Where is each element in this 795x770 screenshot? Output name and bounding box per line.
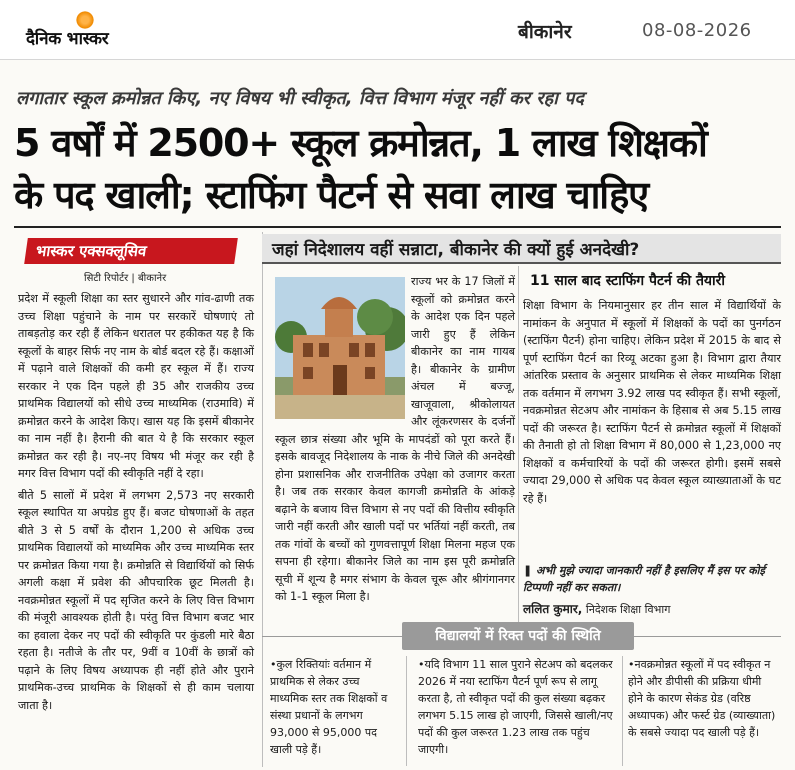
subheadline-bar xyxy=(262,234,781,264)
quote-text: अभी मुझे ज्यादा जानकारी नहीं है इसलिए मैं इस पर कोई टिप्पणी नहीं कर सकता। xyxy=(523,564,765,594)
exclusive-tag: भास्कर एक्सक्लूसिव xyxy=(24,238,238,264)
headline-rule xyxy=(14,226,781,228)
column-divider xyxy=(518,266,519,622)
vacancy-item: •यदि विभाग 11 साल पुराने सेटअप को बदलकर 2026 में नया स्टाफिंग पैटर्न पूर्ण रूप से लागू करता है, तो स्वीकृत पदों की कुल संख्या बढ़कर लगभग 5.15 लाख हो जाएगी, जिससे खाली/नए पदों की कुल जरूरत 1.23 लाख तक पहुंच जाएगी। xyxy=(418,658,613,756)
headline-line-2: के पद खाली; स्टाफिंग पैटर्न से सवा लाख चाहिए xyxy=(14,173,648,217)
newspaper-logo: दैनिक भास्कर xyxy=(26,29,109,49)
vacancy-item: •कुल रिक्तियांः वर्तमान में प्राथमिक से लेकर उच्च माध्यमिक स्तर तक शिक्षकों व संस्था प्रधानों के लगभग 93,000 से 95,000 पद खाली पड़े हैं। xyxy=(270,658,388,756)
byline: सिटी रिपोर्टर | बीकानेर xyxy=(84,273,167,284)
paragraph: प्रदेश में स्कूली शिक्षा का स्तर सुधारने और गांव-ढाणी तक उच्च शिक्षा पहुंचाने के नाम पर सरकारें घोषणाएं तो ताबड़तोड़ कर रही हैं लेकिन धरातल पर हकीकत यह है कि स्कूलों के बाहर सिर्फ नए नाम के बोर्ड बदल रहे हैं। कक्षाओं में पढ़ाने वाले शिक्षकों की कमी हर स्कूल में हैं। राज्य सरकार ने एक दिन पहले ही 35 और राजकीय उच्च प्राथमिक विद्यालयों को सीधे उच्च माध्यमिक (राउमावि) में क्रमोन्नत करने के आदेश किए। खास यह कि इसमें बीकानेर का नाम नहीं है। हैरानी की बात ये है कि सरकार स्कूल क्रमोन्नत कर रही है। नए-नए विषय भी मंजूर कर रही है मगर वित्त विभाग पदों की स्वीकृति नहीं दे रहा। xyxy=(18,292,254,480)
kicker: लगातार स्कूल क्रमोन्नत किए, नए विषय भी स्वीकृत, वित्त विभाग मंजूर नहीं कर रहा पद xyxy=(16,88,584,109)
paragraph: शिक्षा विभाग के नियमानुसार हर तीन साल में विद्यार्थियों के नामांकन के अनुपात में स्कूलों में शिक्षकों के पदों का पुनर्गठन (स्टाफिंग पैटर्न) होना चाहिए। लेकिन प्रदेश में 2015 के बाद से पूर्ण स्टाफिंग पैटर्न का रिव्यू अटका हुआ है। विभाग द्वारा तैयार आंतरिक प्रस्ताव के अनुसार प्राथमिक से लेकर माध्यमिक शिक्षा तक वर्तमान में लगभग 3.92 लाख पद स्वीकृत हैं। सभी स्कूलों, नवक्रमोन्नत सेटअप और नामांकन के हिसाब से अब 5.15 लाख पदों की जरूरत है। स्टाफिंग पैटर्न से क्रमोन्नत स्कूलों में शिक्षकों की तैनाती हो तो शिक्षा विभाग में 80,000 से 1,23,000 नए शिक्षकों व कर्मचारियों के पदों की जरूरत होगी। इसमें सबसे ज्यादा 29,000 से अधिक पद केवल स्कूल व्याख्याताओं के घट रहे हैं। xyxy=(523,299,781,505)
article-column-2 xyxy=(275,273,515,610)
column-3-heading: 11 साल बाद स्टाफिंग पैटर्न की तैयारी xyxy=(530,273,726,289)
paragraph: बीते 5 सालों में प्रदेश में लगभग 2,573 नए सरकारी स्कूल स्थापित या अपग्रेड हुए हैं। बजट घोषणाओं के तहत बीते 3 से 5 वर्षों के दौरान 1,200 से अधिक उच्च प्राथमिक विद्यालयों को माध्यमिक और उच्च माध्यमिक स्तर पर क्रमोन्नत किया गया है। क्रमोन्नति से विद्यार्थियों को सिर्फ अगली कक्षा में प्रवेश की औपचारिक छूट मिलती है। नवक्रमोन्नत स्कूलों में पद सृजित करने के लिए वित्त विभाग की मंजूरी आवश्यक होती है। परंतु वित्त विभाग बजट भार का हवाला देकर नए पदों की स्वीकृति पर कुंडली मारे बैठा रहता है। नतीजे के तौर पर, 9वीं व 10वीं के छात्रों को पढ़ाने के लिए विषय अध्यापक ही नहीं होते और पुराने प्राथमिक-उच्च प्राथमिक के शिक्षकों से ही काम चलाया जाता है। xyxy=(18,488,254,712)
quote-author-designation: निदेशक शिक्षा विभाग xyxy=(585,603,671,616)
paragraph: राज्य भर के 17 जिलों में स्कूलों को क्रमोन्नत करने के आदेश एक दिन पहले जारी हुए हैं लेकिन बीकानेर का नाम गायब है। बीकानेर के ग्रामीण अंचल में बज्जू, खाजूवाला, श्रीकोलायत और लूंकरणसर के दर्जनों स्कूल छात्र संख्या और भूमि के मापदंडों को पूरा करते हैं। इसके बावजूद निदेशालय के नाक के नीचे जिले की अनदेखी होना प्रशासनिक और राजनीतिक उपेक्षा को उजागर करता है। जब तक सरकार केवल कागजी क्रमोन्नति के आंकड़े बढ़ाने के बजाय वित्त विभाग से नए पदों की वित्तीय स्वीकृति जारी नहीं करती और खाली पदों पर भर्तियां नहीं करती, तब तक गांवों के बच्चों को गुणवत्तापूर्ण शिक्षा मिलना महज एक सपना ही रहेगा। बीकानेर जिले का नाम इस पूरी क्रमोन्नति सूची में शून्य है मगर संभाग के केवल चूरू और श्रीगंगानगर को 1-1 स्कूल मिला है। xyxy=(275,275,515,603)
column-divider xyxy=(262,232,263,767)
quote-box xyxy=(523,562,781,596)
quote-author-name: ललित कुमार, xyxy=(523,602,583,616)
column-divider xyxy=(406,656,407,766)
edition-city: बीकानेर xyxy=(518,21,572,43)
headline-line-1: 5 वर्षों में 2500+ स्कूल क्रमोन्नत, 1 लाख शिक्षकों xyxy=(14,121,707,165)
article-column-3 xyxy=(523,297,781,511)
quote-author xyxy=(523,600,670,617)
school-building-photo xyxy=(275,277,405,419)
vacancy-box-title: विद्यालयों में रिक्त पदों की स्थिति xyxy=(402,622,634,650)
column-divider xyxy=(622,656,623,766)
subheadline: जहां निदेशालय वहीं सन्नाटा, बीकानेर की क्यों हुई अनदेखी? xyxy=(272,240,640,260)
quote-mark-icon: ❚ xyxy=(523,564,537,577)
article-column-1 xyxy=(18,290,254,718)
vacancy-item: •नवक्रमोन्नत स्कूलों में पद स्वीकृत न होने और डीपीसी की प्रक्रिया धीमी होने के कारण सेकंड ग्रेड (वरिष्ठ अध्यापक) और फर्स्ट ग्रेड (व्याख्याता) के सबसे ज्यादा पद खाली पड़े हैं। xyxy=(628,658,776,739)
masthead xyxy=(0,0,795,60)
edition-date: 08-08-2026 xyxy=(642,20,752,41)
